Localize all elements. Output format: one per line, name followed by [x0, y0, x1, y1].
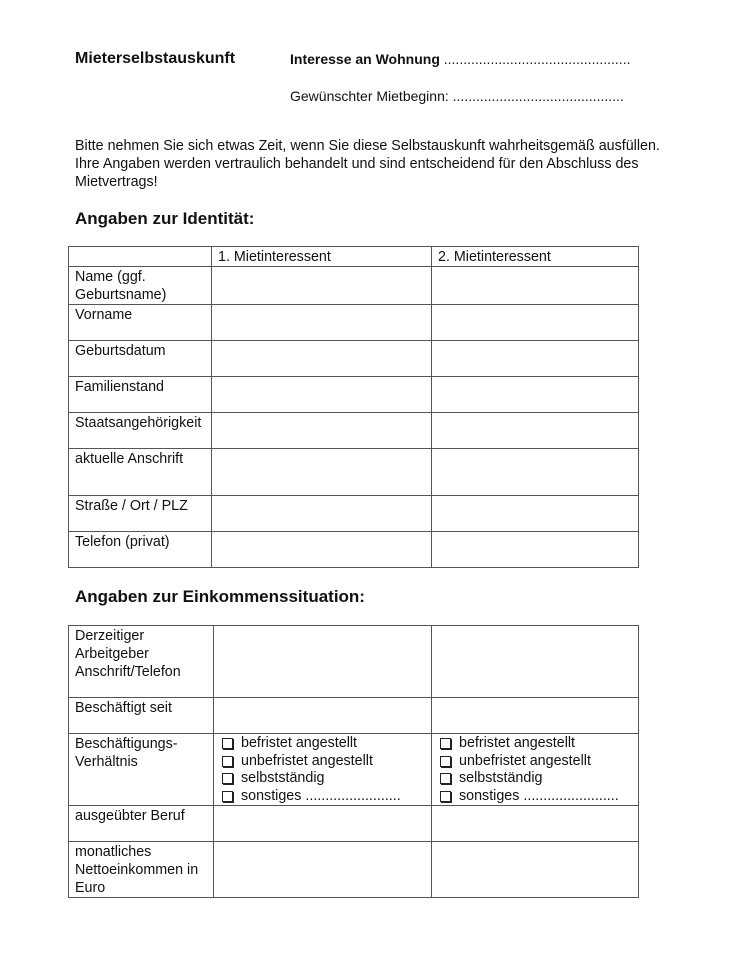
option-befristet[interactable] [220, 735, 425, 753]
row-label-beschaeftigt-seit: Beschäftigt seit [69, 698, 214, 734]
cell-applicant-2-telefon[interactable] [432, 532, 639, 568]
option-label: befristet angestellt [459, 735, 576, 751]
table-row [69, 267, 639, 305]
cell-applicant-1-arbeitgeber[interactable] [214, 626, 432, 698]
checkbox-icon[interactable] [222, 791, 233, 802]
cell-applicant-1-familienstand[interactable] [212, 377, 432, 413]
cell-applicant-1-telefon[interactable] [212, 532, 432, 568]
table-row [69, 413, 639, 449]
employment-options-applicant-1 [220, 735, 425, 805]
cell-applicant-2-nettoeinkommen[interactable] [432, 842, 639, 898]
option-unbefristet[interactable] [220, 753, 425, 771]
option-unbefristet[interactable] [438, 753, 632, 771]
option-sonstiges[interactable] [220, 788, 425, 806]
row-label-anschrift: aktuelle Anschrift [69, 449, 212, 496]
row-label-vorname: Vorname [69, 305, 212, 341]
interest-label: Interesse an Wohnung [290, 51, 440, 67]
document-title: Mieterselbstauskunft [75, 50, 236, 67]
cell-applicant-2-strasse[interactable] [432, 496, 639, 532]
cell-applicant-1-employment-options [214, 734, 432, 806]
cell-applicant-1-staatsangehoerigkeit[interactable] [212, 413, 432, 449]
header-cell-applicant-1: 1. Mietinteressent [212, 247, 432, 267]
row-label-arbeitgeber: Derzeitiger Arbeitgeber Anschrift/Telefon [69, 626, 214, 698]
checkbox-icon[interactable] [440, 756, 451, 767]
table-row [69, 626, 639, 698]
header-cell-empty [69, 247, 212, 267]
income-table [68, 625, 639, 898]
income-section-title: Angaben zur Einkommenssituation: [75, 587, 365, 606]
row-label-familienstand: Familienstand [69, 377, 212, 413]
option-label: befristet angestellt [241, 735, 358, 751]
checkbox-icon[interactable] [440, 738, 451, 749]
start-date-value-line[interactable]: ............................................ [452, 88, 624, 104]
intro-text: Bitte nehmen Sie sich etwas Zeit, wenn Sie diese Selbstauskunft wahrheitsgemäß ausfüllen. Ihre Angaben werden vertraulich behandelt und sind entscheidend für den Abschluss des Mietvertrags! [75, 138, 660, 190]
cell-applicant-2-arbeitgeber[interactable] [432, 626, 639, 698]
option-selbststaendig[interactable] [220, 770, 425, 788]
employment-options-applicant-2 [438, 735, 632, 805]
checkbox-icon[interactable] [222, 756, 233, 767]
interest-value-line[interactable]: ................................................ [443, 51, 631, 67]
checkbox-icon[interactable] [222, 738, 233, 749]
table-row [69, 377, 639, 413]
interest-field[interactable] [290, 51, 630, 67]
option-selbststaendig[interactable] [438, 770, 632, 788]
cell-applicant-2-anschrift[interactable] [432, 449, 639, 496]
table-row [69, 449, 639, 496]
cell-applicant-2-beschaeftigt-seit[interactable] [432, 698, 639, 734]
start-date-field[interactable] [290, 88, 624, 104]
checkbox-icon[interactable] [440, 773, 451, 784]
table-row [69, 806, 639, 842]
option-label: unbefristet angestellt [241, 752, 373, 769]
option-label: sonstiges ........................ [459, 787, 619, 804]
cell-applicant-1-anschrift[interactable] [212, 449, 432, 496]
identity-section-title: Angaben zur Identität: [75, 209, 255, 228]
cell-applicant-1-beschaeftigt-seit[interactable] [214, 698, 432, 734]
table-row [69, 532, 639, 568]
cell-applicant-2-employment-options [432, 734, 639, 806]
row-label-beruf: ausgeübter Beruf [69, 806, 214, 842]
cell-applicant-1-vorname[interactable] [212, 305, 432, 341]
cell-applicant-1-geburtsdatum[interactable] [212, 341, 432, 377]
row-label-nettoeinkommen: monatliches Nettoeinkommen in Euro [69, 842, 214, 898]
start-date-label: Gewünschter Mietbeginn: [290, 88, 449, 104]
cell-applicant-2-geburtsdatum[interactable] [432, 341, 639, 377]
option-label: sonstiges ........................ [241, 787, 401, 804]
table-row [69, 305, 639, 341]
cell-applicant-2-staatsangehoerigkeit[interactable] [432, 413, 639, 449]
checkbox-icon[interactable] [440, 791, 451, 802]
cell-applicant-2-name[interactable] [432, 267, 639, 305]
row-label-staatsangehoerigkeit: Staatsangehörigkeit [69, 413, 212, 449]
table-row [69, 341, 639, 377]
option-label: selbstständig [459, 770, 543, 786]
identity-table [68, 246, 639, 568]
table-row [69, 496, 639, 532]
cell-applicant-2-familienstand[interactable] [432, 377, 639, 413]
row-label-telefon: Telefon (privat) [69, 532, 212, 568]
row-label-beschaeftigungsverhaeltnis: Beschäftigungs-Verhältnis [69, 734, 214, 806]
row-label-geburtsdatum: Geburtsdatum [69, 341, 212, 377]
cell-applicant-1-beruf[interactable] [214, 806, 432, 842]
cell-applicant-1-nettoeinkommen[interactable] [214, 842, 432, 898]
option-label: unbefristet angestellt [459, 752, 591, 769]
table-row [69, 842, 639, 898]
cell-applicant-1-strasse[interactable] [212, 496, 432, 532]
cell-applicant-1-name[interactable] [212, 267, 432, 305]
table-row [69, 698, 639, 734]
identity-header-row [69, 247, 639, 267]
option-label: selbstständig [241, 770, 325, 786]
row-label-strasse: Straße / Ort / PLZ [69, 496, 212, 532]
option-sonstiges[interactable] [438, 788, 632, 806]
header-cell-applicant-2: 2. Mietinteressent [432, 247, 639, 267]
option-befristet[interactable] [438, 735, 632, 753]
cell-applicant-2-beruf[interactable] [432, 806, 639, 842]
table-row [69, 734, 639, 806]
row-label-name: Name (ggf. Geburtsname) [69, 267, 212, 305]
cell-applicant-2-vorname[interactable] [432, 305, 639, 341]
checkbox-icon[interactable] [222, 773, 233, 784]
